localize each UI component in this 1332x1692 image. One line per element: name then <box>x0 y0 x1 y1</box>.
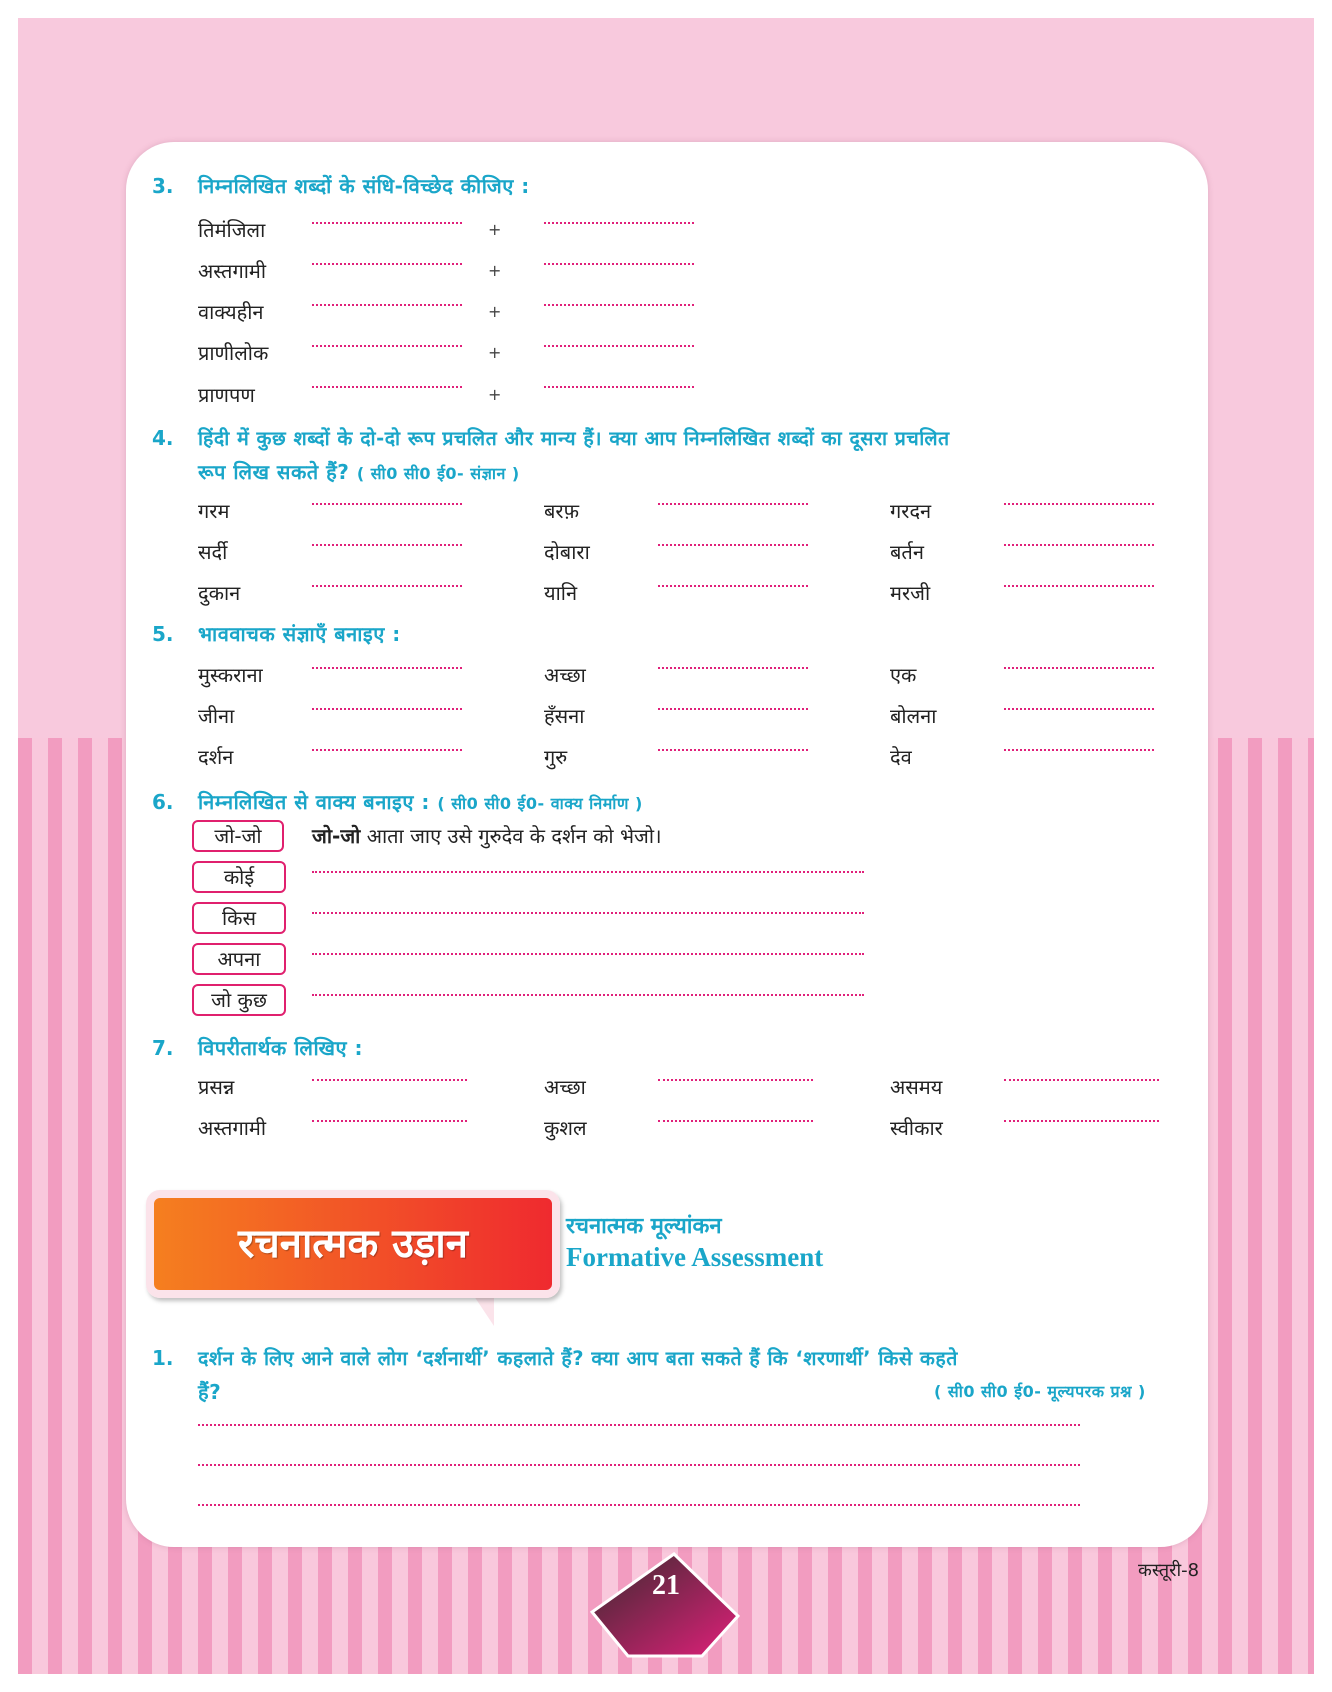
answer-blank[interactable] <box>658 1120 813 1122</box>
answer-blank[interactable] <box>312 585 462 587</box>
q6-title: निम्नलिखित से वाक्य बनाइए : <box>198 790 430 814</box>
answer-blank[interactable] <box>658 708 808 710</box>
answer-line[interactable] <box>198 1504 1080 1506</box>
q7-word: अच्छा <box>544 1075 586 1099</box>
q3-word: तिमंजिला <box>198 218 266 242</box>
q5-number: 5. <box>152 622 174 646</box>
q7-word: प्रसन्न <box>198 1075 235 1099</box>
answer-line[interactable] <box>312 953 864 955</box>
fa1-number: 1. <box>152 1346 174 1370</box>
answer-line[interactable] <box>312 912 864 914</box>
example-rest: आता जाए उसे गुरुदेव के दर्शन को भेजो। <box>360 824 662 848</box>
section-banner <box>146 1190 560 1298</box>
plus-sign: + <box>488 261 502 280</box>
answer-blank[interactable] <box>658 749 808 751</box>
answer-blank[interactable] <box>312 345 462 347</box>
content-card <box>126 142 1208 1547</box>
answer-line[interactable] <box>198 1464 1080 1466</box>
q7-word: असमय <box>890 1075 943 1099</box>
q7-word: स्वीकार <box>890 1116 943 1140</box>
answer-blank[interactable] <box>544 345 694 347</box>
answer-blank[interactable] <box>312 263 462 265</box>
answer-blank[interactable] <box>312 708 462 710</box>
formative-english: Formative Assessment <box>566 1242 824 1272</box>
answer-blank[interactable] <box>312 544 462 546</box>
answer-blank[interactable] <box>1004 1120 1159 1122</box>
q3-word: प्राणीलोक <box>198 341 269 365</box>
q4-word: बर्तन <box>890 540 924 564</box>
answer-blank[interactable] <box>312 503 462 505</box>
answer-blank[interactable] <box>658 503 808 505</box>
answer-blank[interactable] <box>1004 585 1154 587</box>
answer-line[interactable] <box>312 871 864 873</box>
q6-number: 6. <box>152 790 174 814</box>
answer-blank[interactable] <box>658 585 808 587</box>
answer-blank[interactable] <box>312 304 462 306</box>
word-box: जो-जो <box>192 820 284 852</box>
q5-word: अच्छा <box>544 663 586 687</box>
book-name: कस्तूरी-8 <box>1138 1560 1200 1581</box>
q4-title-line1: हिंदी में कुछ शब्दों के दो-दो रूप प्रचलित और मान्य हैं। क्या आप निम्नलिखित शब्दों का दूसरा प्रचलित <box>198 427 950 450</box>
plus-sign: + <box>488 302 502 321</box>
q5-word: देव <box>890 745 912 769</box>
answer-blank[interactable] <box>544 304 694 306</box>
word-box: जो कुछ <box>192 984 286 1016</box>
q3-word: वाक्यहीन <box>198 300 264 324</box>
q3-word: प्राणपण <box>198 383 255 407</box>
q4-tag: ( सी0 सी0 ई0- संज्ञान ) <box>356 464 520 483</box>
q5-word: जीना <box>198 704 235 728</box>
q5-word: एक <box>890 663 917 687</box>
answer-blank[interactable] <box>658 544 808 546</box>
page-number-badge <box>590 1552 740 1658</box>
q3-word: अस्तगामी <box>198 259 267 283</box>
answer-blank[interactable] <box>312 1120 467 1122</box>
plus-sign: + <box>488 343 502 362</box>
example-sentence <box>312 822 662 849</box>
banner-title: रचनात्मक उड़ान <box>237 1220 468 1267</box>
fa1-line2: हैं? <box>198 1380 222 1404</box>
q5-word: दर्शन <box>198 745 234 769</box>
q6-title-row <box>198 788 643 815</box>
q3-number: 3. <box>152 174 174 198</box>
q4-title-text: रूप लिख सकते हैं? <box>198 460 350 484</box>
q5-title: भाववाचक संज्ञाएँ बनाइए : <box>198 622 401 646</box>
answer-blank[interactable] <box>1004 749 1154 751</box>
plus-sign: + <box>488 220 502 239</box>
answer-blank[interactable] <box>544 222 694 224</box>
fa1-tag: ( सी0 सी0 ई0- मूल्यपरक प्रश्न ) <box>934 1382 1146 1401</box>
answer-blank[interactable] <box>312 749 462 751</box>
q4-word: यानि <box>544 581 578 605</box>
answer-blank[interactable] <box>312 1079 467 1081</box>
answer-blank[interactable] <box>1004 544 1154 546</box>
q7-title: विपरीतार्थक लिखिए : <box>198 1036 364 1060</box>
answer-blank[interactable] <box>658 1079 813 1081</box>
q4-title-line2 <box>198 458 520 485</box>
q5-word: गुरु <box>544 745 568 769</box>
answer-line[interactable] <box>198 1424 1080 1426</box>
q4-number: 4. <box>152 426 174 450</box>
q4-word: गरदन <box>890 499 932 523</box>
q4-word: दुकान <box>198 581 241 605</box>
example-keyword: जो-जो <box>312 824 361 848</box>
word-box: अपना <box>192 943 286 975</box>
q7-number: 7. <box>152 1036 174 1060</box>
word-box: कोई <box>192 861 286 893</box>
answer-blank[interactable] <box>1004 667 1154 669</box>
q5-word: हँसना <box>544 704 585 728</box>
q5-word: मुस्कराना <box>198 663 263 687</box>
page-number: 21 <box>652 1570 680 1601</box>
word-box: किस <box>192 902 286 934</box>
answer-blank[interactable] <box>312 222 462 224</box>
q3-title: निम्नलिखित शब्दों के संधि-विच्छेद कीजिए : <box>198 174 530 198</box>
q4-word: बरफ़ <box>544 499 580 523</box>
answer-blank[interactable] <box>544 386 694 388</box>
q7-word: कुशल <box>544 1116 587 1140</box>
q4-word: गरम <box>198 499 230 523</box>
q7-word: अस्तगामी <box>198 1116 267 1140</box>
answer-blank[interactable] <box>1004 503 1154 505</box>
answer-blank[interactable] <box>312 667 462 669</box>
answer-line[interactable] <box>312 994 864 996</box>
answer-blank[interactable] <box>1004 708 1154 710</box>
q4-word: सर्दी <box>198 540 228 564</box>
fa1-line1: दर्शन के लिए आने वाले लोग ‘दर्शनार्थी’ कहलाते हैं? क्या आप बता सकते हैं कि ‘शरणार्थी’ किसे कहते <box>198 1347 958 1370</box>
q4-word: दोबारा <box>544 540 590 564</box>
answer-blank[interactable] <box>312 386 462 388</box>
answer-blank[interactable] <box>1004 1079 1159 1081</box>
plus-sign: + <box>488 385 502 404</box>
answer-blank[interactable] <box>658 667 808 669</box>
answer-blank[interactable] <box>544 263 694 265</box>
q6-tag: ( सी0 सी0 ई0- वाक्य निर्माण ) <box>437 794 643 813</box>
q4-word: मरजी <box>890 581 931 605</box>
q5-word: बोलना <box>890 704 937 728</box>
formative-hindi: रचनात्मक मूल्यांकन <box>566 1214 722 1239</box>
